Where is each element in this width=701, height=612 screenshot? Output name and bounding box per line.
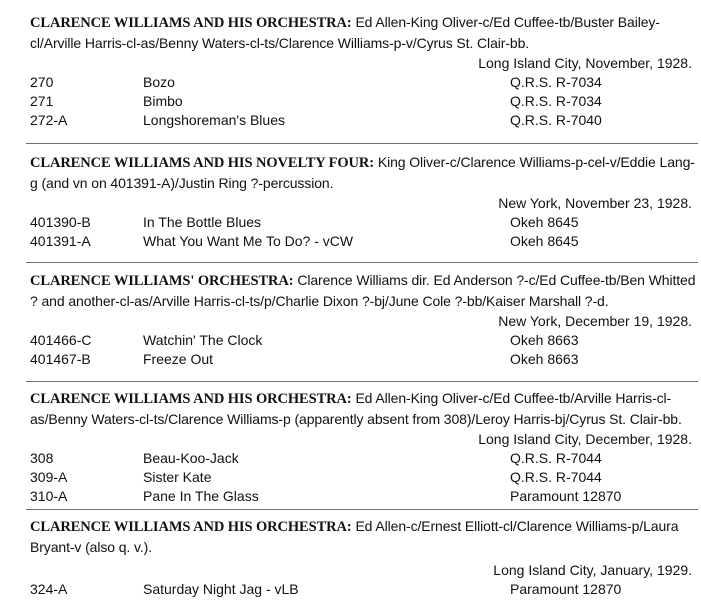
band-name: CLARENCE WILLIAMS' ORCHESTRA: [30, 273, 294, 289]
recording-title: Sister Kate [143, 469, 212, 485]
recording-row [30, 350, 698, 369]
band-name: CLARENCE WILLIAMS AND HIS ORCHESTRA: [30, 519, 352, 535]
recording-row [30, 449, 698, 468]
record-label: Okeh 8645 [510, 214, 579, 230]
recording-row [30, 92, 698, 111]
session-4 [30, 388, 698, 506]
divider [26, 509, 698, 510]
session-personnel [30, 12, 698, 53]
recording-row [30, 487, 698, 506]
matrix-number: 401391-A [30, 233, 91, 249]
record-label: Paramount 12870 [510, 581, 622, 597]
session-personnel [30, 152, 698, 193]
personnel-list: Ed Allen-King Oliver-c/Ed Cuffee-tb/Arville Harris-cl-as/Benny Waters-cl-ts/Clarence Williams-p (apparently absent from 308)/Leroy Harris-bj/Cyrus St. Clair-bb. [30, 390, 682, 427]
recording-title: In The Bottle Blues [143, 214, 262, 230]
session-personnel [30, 516, 698, 557]
matrix-number: 324-A [30, 581, 68, 597]
record-label: Q.R.S. R-7044 [510, 450, 602, 466]
matrix-number: 272-A [30, 112, 68, 128]
matrix-number: 309-A [30, 469, 68, 485]
matrix-number: 401466-C [30, 332, 92, 348]
personnel-list: Ed Allen-c/Ernest Elliott-cl/Clarence Williams-p/Laura Bryant-v (also q. v.). [30, 518, 679, 555]
record-label: Q.R.S. R-7044 [510, 469, 602, 485]
session-1 [30, 12, 698, 130]
matrix-number: 401390-B [30, 214, 91, 230]
matrix-number: 308 [30, 450, 54, 466]
place-date: Long Island City, December, 1928. [478, 431, 692, 447]
session-3 [30, 270, 698, 369]
record-label: Q.R.S. R-7040 [510, 112, 602, 128]
session-5 [30, 516, 698, 599]
record-label: Okeh 8663 [510, 351, 579, 367]
recording-title: Beau-Koo-Jack [143, 450, 239, 466]
place-date: Long Island City, November, 1928. [478, 55, 692, 71]
matrix-number: 270 [30, 74, 54, 90]
personnel-list: Ed Allen-King Oliver-c/Ed Cuffee-tb/Buster Bailey-cl/Arville Harris-cl-as/Benny Waters-cl-ts/Clarence Williams-p-v/Cyrus St. Clair-bb. [30, 14, 660, 51]
recording-row [30, 232, 698, 251]
personnel-list: King Oliver-c/Clarence Williams-p-cel-v/Eddie Lang-g (and vn on 401391-A)/Justin Ring ?-percussion. [30, 154, 695, 191]
record-label: Okeh 8645 [510, 233, 579, 249]
record-label: Okeh 8663 [510, 332, 579, 348]
session-personnel [30, 388, 698, 429]
record-label: Q.R.S. R-7034 [510, 74, 602, 90]
place-date: New York, November 23, 1928. [498, 195, 692, 211]
personnel-list: Clarence Williams dir. Ed Anderson ?-c/Ed Cuffee-tb/Ben Whitted ? and another-cl-as/Arville Harris-cl-ts/p/Charlie Dixon ?-bj/June Cole ?-bb/Kaiser Marshall ?-d. [30, 272, 696, 309]
recording-title: Bozo [143, 74, 175, 90]
session-personnel [30, 270, 698, 311]
record-label: Paramount 12870 [510, 488, 622, 504]
recording-title: Bimbo [143, 93, 183, 109]
band-name: CLARENCE WILLIAMS AND HIS NOVELTY FOUR: [30, 155, 375, 171]
band-name: CLARENCE WILLIAMS AND HIS ORCHESTRA: [30, 15, 352, 31]
recording-title: Freeze Out [143, 351, 214, 367]
recording-row [30, 468, 698, 487]
recording-title: Pane In The Glass [143, 488, 259, 504]
recording-title: What You Want Me To Do? - vCW [143, 233, 354, 249]
place-date: New York, December 19, 1928. [498, 313, 692, 329]
recording-row [30, 213, 698, 232]
recording-title: Watchin' The Clock [143, 332, 263, 348]
recording-row [30, 73, 698, 92]
place-date: Long Island City, January, 1929. [493, 562, 692, 578]
matrix-number: 401467-B [30, 351, 91, 367]
matrix-number: 310-A [30, 488, 68, 504]
record-label: Q.R.S. R-7034 [510, 93, 602, 109]
recording-title: Saturday Night Jag - vLB [143, 581, 299, 597]
recording-title: Longshoreman's Blues [143, 112, 285, 128]
divider [26, 143, 698, 144]
band-name: CLARENCE WILLIAMS AND HIS ORCHESTRA: [30, 391, 352, 407]
recording-row [30, 580, 698, 599]
recording-row [30, 111, 698, 130]
matrix-number: 271 [30, 93, 54, 109]
session-2 [30, 152, 698, 251]
divider [26, 262, 698, 263]
divider [26, 381, 698, 382]
recording-row [30, 331, 698, 350]
